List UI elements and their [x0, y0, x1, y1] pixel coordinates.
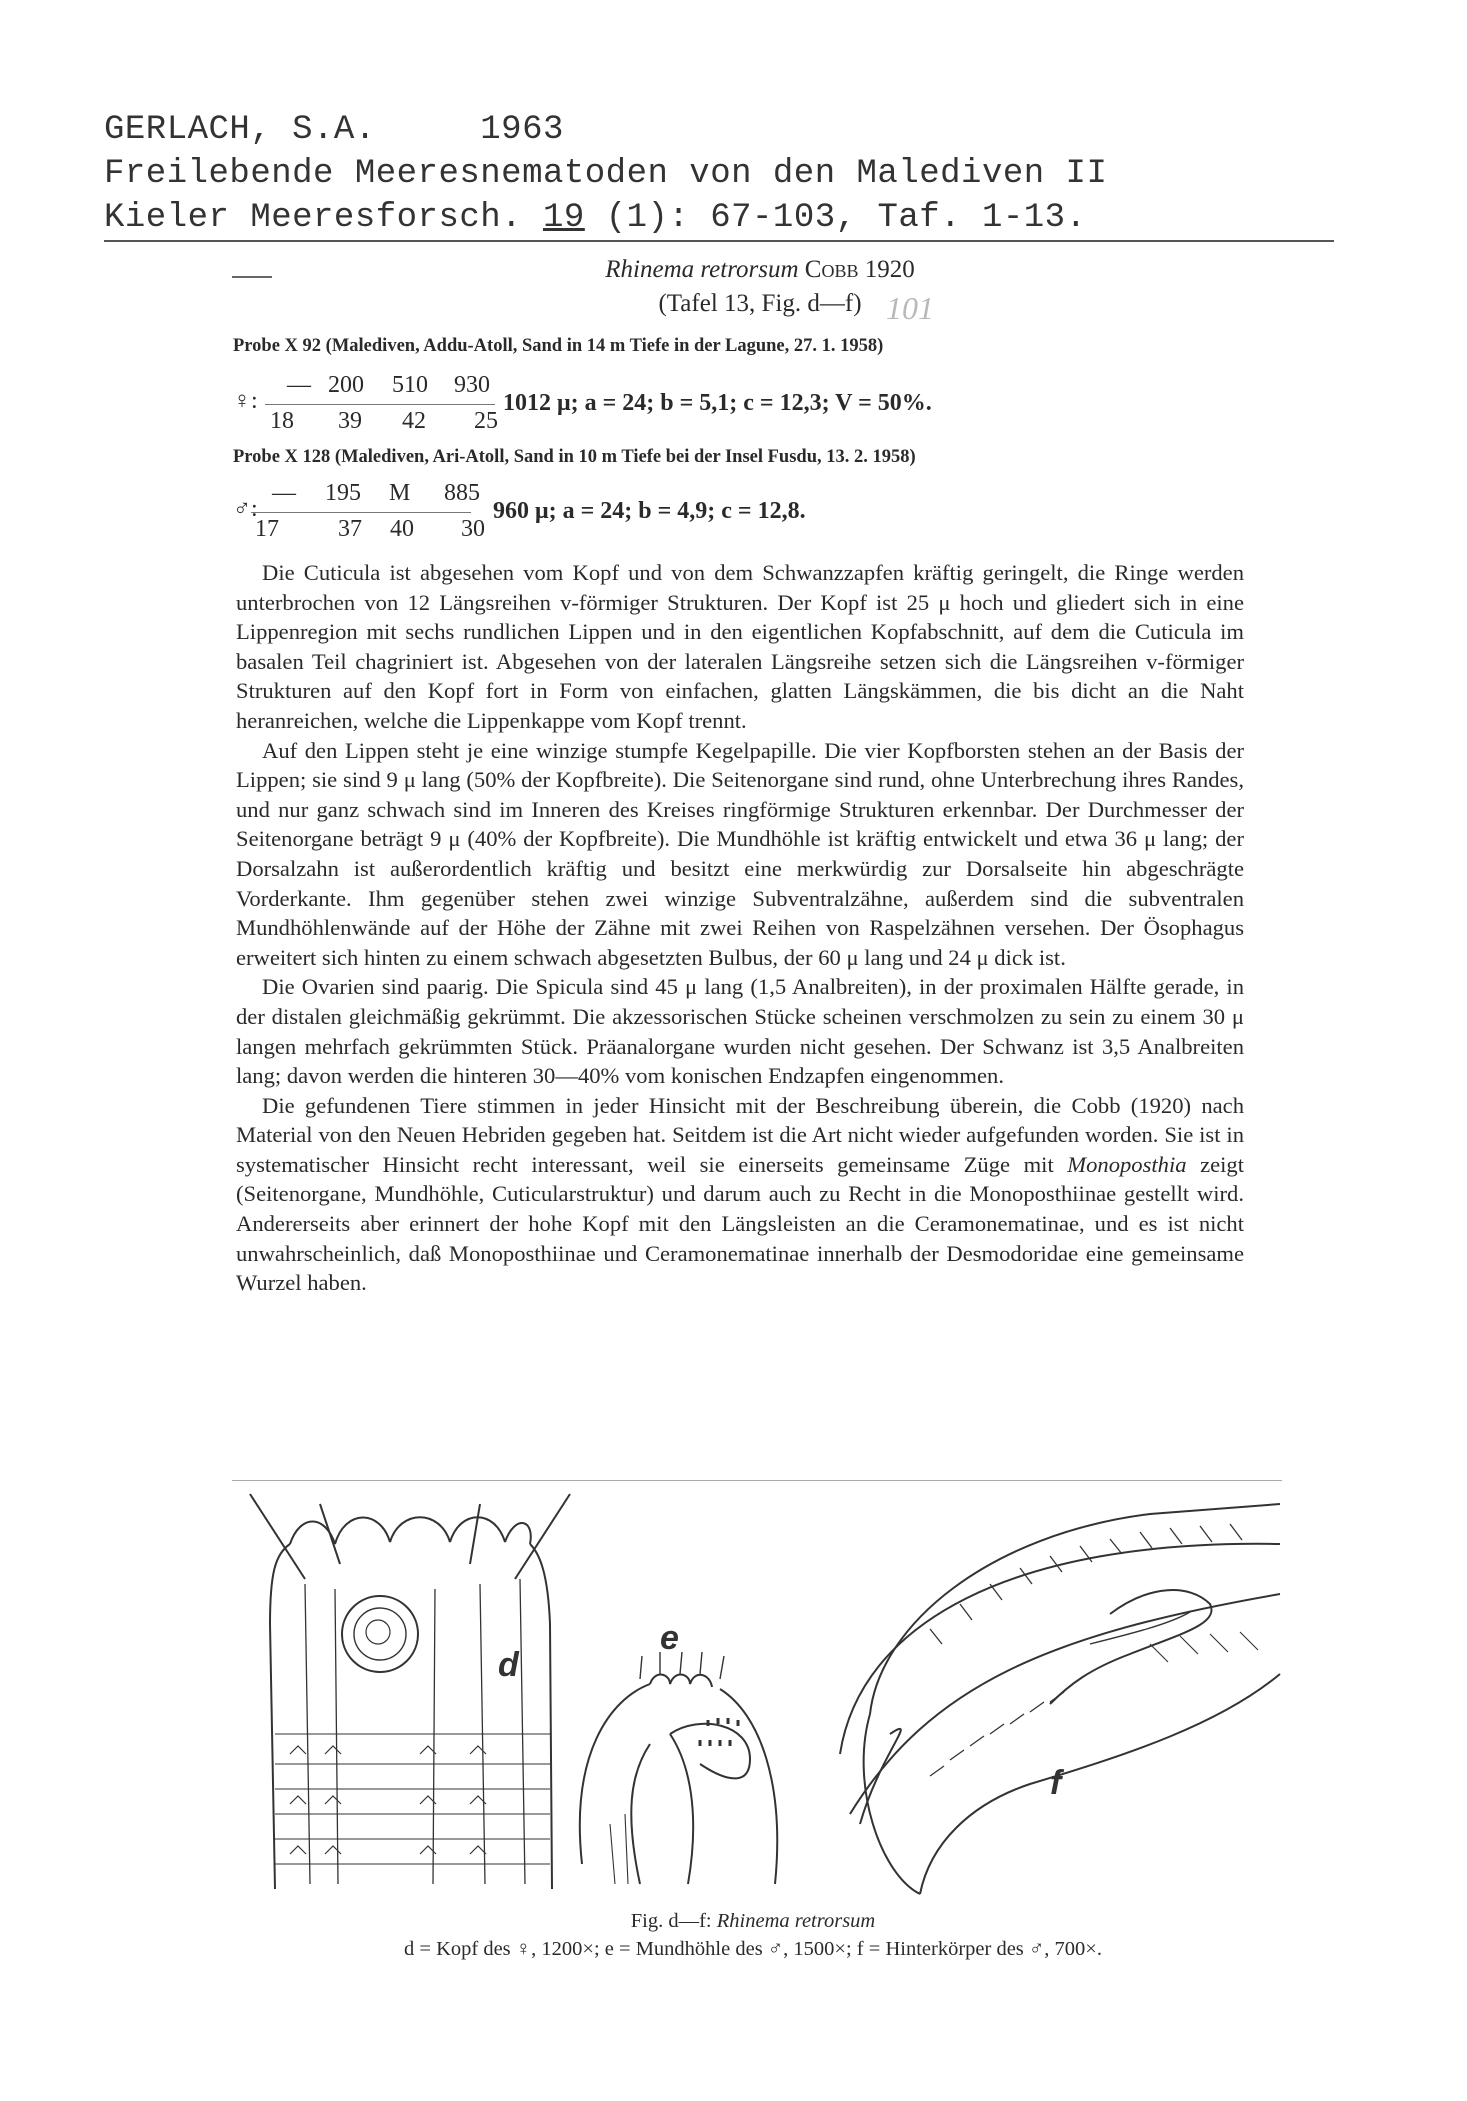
drawing-e-mouth: [580, 1652, 777, 1884]
citation-volume: 19: [542, 199, 585, 237]
fraction-line: [251, 512, 471, 513]
figure-label-e: e: [660, 1619, 679, 1657]
citation-pages: (1): 67-103, Taf. 1-13.: [605, 199, 1087, 237]
species-plate: (Tafel 13, Fig. d—f): [658, 290, 862, 317]
caption-prefix: Fig. d—f:: [630, 1910, 717, 1932]
citation-author: GERLACH, S.A.: [104, 111, 376, 149]
formula-bottom-2: 39: [338, 408, 362, 434]
formula-female: [225, 370, 1345, 440]
species-name: Rhinema retrorsum: [605, 256, 799, 283]
figure-caption-title: [233, 1910, 1273, 1933]
formula-bottom-4: 30: [461, 516, 485, 542]
formula-top-2: 195: [325, 480, 361, 506]
genus-monoposthia: Monoposthia: [1067, 1151, 1187, 1177]
citation-title: Freilebende Meeresnematoden von den Malediven II: [104, 155, 1108, 193]
formula-bottom-4: 25: [474, 408, 498, 434]
paragraph-cuticula: Die Cuticula ist abgesehen vom Kopf und von dem Schwanzzapfen kräftig geringelt, die Ringe werden unterbrochen von 12 Längsreihen v-förmiger Strukturen. Der Kopf ist 25 μ hoch und gliedert sich in eine Lippenregion mit sechs rundlichen Lippen und in den eigentlichen Kopfabschnitt, auf dem die Cuticula im basalen Teil chagriniert ist. Abgesehen von der lateralen Längsreihe setzen sich die Längsreihen v-förmiger Strukturen auf den Kopf fort in Form von einfachen, glatten Längskämmen, die bis dicht an die Naht heranreichen, welche die Lippenkappe vom Kopf trennt.: [236, 560, 1244, 733]
formula-top-3: 510: [392, 372, 428, 398]
species-heading: [260, 256, 1260, 284]
figure-caption-legend: d = Kopf des ♀, 1200×; e = Mundhöhle des ♂, 1500×; f = Hinterkörper des ♂, 700×.: [404, 1938, 1102, 1960]
formula-bottom-2: 37: [338, 516, 362, 542]
drawing-f-tail: [840, 1504, 1280, 1894]
species-authority: Cobb 1920: [804, 256, 915, 283]
figure-drawings: [230, 1484, 1290, 1909]
formula-top-4: 930: [454, 372, 490, 398]
formula-top-3: M: [389, 480, 411, 506]
discussion-part-1: Die gefundenen Tiere stimmen in jeder Hinsicht mit der Beschreibung überein, die Cobb (1920) nach Material von den Neuen Hebriden gegeben hat. Seitdem ist die Art nicht wieder aufgefunden worden. Sie ist in systematischer Hinsicht recht interessant, weil sie einerseits gemeinsame Züge mit: [236, 1092, 1244, 1177]
citation-divider: [104, 240, 1334, 242]
formula-top-2: 200: [328, 372, 364, 398]
citation-year: 1963: [480, 111, 564, 149]
figure-svg: [230, 1484, 1290, 1904]
formula-result-female: 1012 μ; a = 24; b = 5,1; c = 12,3; V = 50%.: [503, 390, 932, 416]
formula-bottom-3: 42: [402, 408, 426, 434]
paragraph-discussion: [236, 1091, 1244, 1298]
formula-result-male: 960 μ; a = 24; b = 4,9; c = 12,8.: [493, 498, 806, 524]
male-symbol: ♂:: [233, 496, 258, 522]
probe-2-description: Probe X 128 (Malediven, Ari-Atoll, Sand in 10 m Tiefe bei der Insel Fusdu, 13. 2. 1958): [233, 447, 916, 467]
figure-label-f: f: [1050, 1764, 1062, 1802]
formula-male: [225, 478, 1345, 548]
formula-top-1: —: [272, 480, 296, 506]
figure-label-d: d: [498, 1646, 519, 1684]
citation-author-line: [104, 108, 1304, 152]
citation-block: [104, 108, 1304, 240]
formula-bottom-3: 40: [390, 516, 414, 542]
caption-species: Rhinema retrorsum: [716, 1910, 876, 1932]
fraction-line: [265, 404, 495, 405]
citation-journal: Kieler Meeresforsch.: [104, 199, 523, 237]
description-text: [236, 558, 1244, 1298]
figure-top-rule: [232, 1480, 1282, 1481]
probe-1-description: Probe X 92 (Malediven, Addu-Atoll, Sand in 14 m Tiefe in der Lagune, 27. 1. 1958): [233, 336, 884, 356]
formula-top-4: 885: [444, 480, 480, 506]
citation-journal-line: [104, 196, 1304, 240]
formula-bottom-1: 17: [255, 516, 279, 542]
paragraph-head: Auf den Lippen steht je eine winzige stumpfe Kegelpapille. Die vier Kopfborsten stehen an der Basis der Lippen; sie sind 9 μ lang (50% der Kopfbreite). Die Seitenorgane sind rund, ohne Unterbrechung ihres Randes, und nur ganz schwach sind im Inneren des Kreises ringförmige Strukturen erkennbar. Der Durchmesser der Seitenorgane beträgt 9 μ (40% der Kopfbreite). Die Mundhöhle ist kräftig entwickelt und etwa 36 μ lang; der Dorsalzahn ist außerordentlich kräftig und besitzt eine merkwürdig zur Dorsalseite hin abgeschrägte Vorderkante. Ihm gegenüber stehen zwei winzige Subventralzähne, außerdem sind die subventralen Mundhöhlenwände auf der Höhe der Zähne mit zwei Reihen von Raspelzähnen versehen. Der Ösophagus erweitert sich hinten zu einem schwach abgesetzten Bulbus, der 60 μ lang und 24 μ dick ist.: [236, 737, 1244, 970]
formula-top-1: —: [287, 372, 311, 398]
formula-bottom-1: 18: [270, 408, 294, 434]
female-symbol: ♀:: [233, 388, 258, 414]
discussion-part-2: zeigt (Seitenorgane, Mundhöhle, Cuticularstruktur) und darum auch zu Recht in die Monoposthiinae gestellt wird. Andererseits aber erinnert der hohe Kopf mit den Längsleisten an die Ceramonematinae, und es ist nicht unwahrscheinlich, daß Monoposthiinae und Ceramonematinae innerhalb der Desmodoridae eine gemeinsame Wurzel haben.: [236, 1151, 1245, 1296]
paragraph-ovaries: Die Ovarien sind paarig. Die Spicula sind 45 μ lang (1,5 Analbreiten), in der proximalen Hälfte gerade, in der distalen gleichmäßig gekrümmt. Die akzessorischen Stücke scheinen verschmolzen zu sein zu einem 30 μ langen mehrfach gekrümmten Stück. Präanalorgane wurden nicht gesehen. Der Schwanz ist 3,5 Analbreiten lang; davon werden die hinteren 30—40% vom konischen Endzapfen eingenommen.: [236, 974, 1244, 1089]
pencil-annotation: 101: [886, 290, 934, 326]
drawing-d-head: [250, 1494, 570, 1889]
